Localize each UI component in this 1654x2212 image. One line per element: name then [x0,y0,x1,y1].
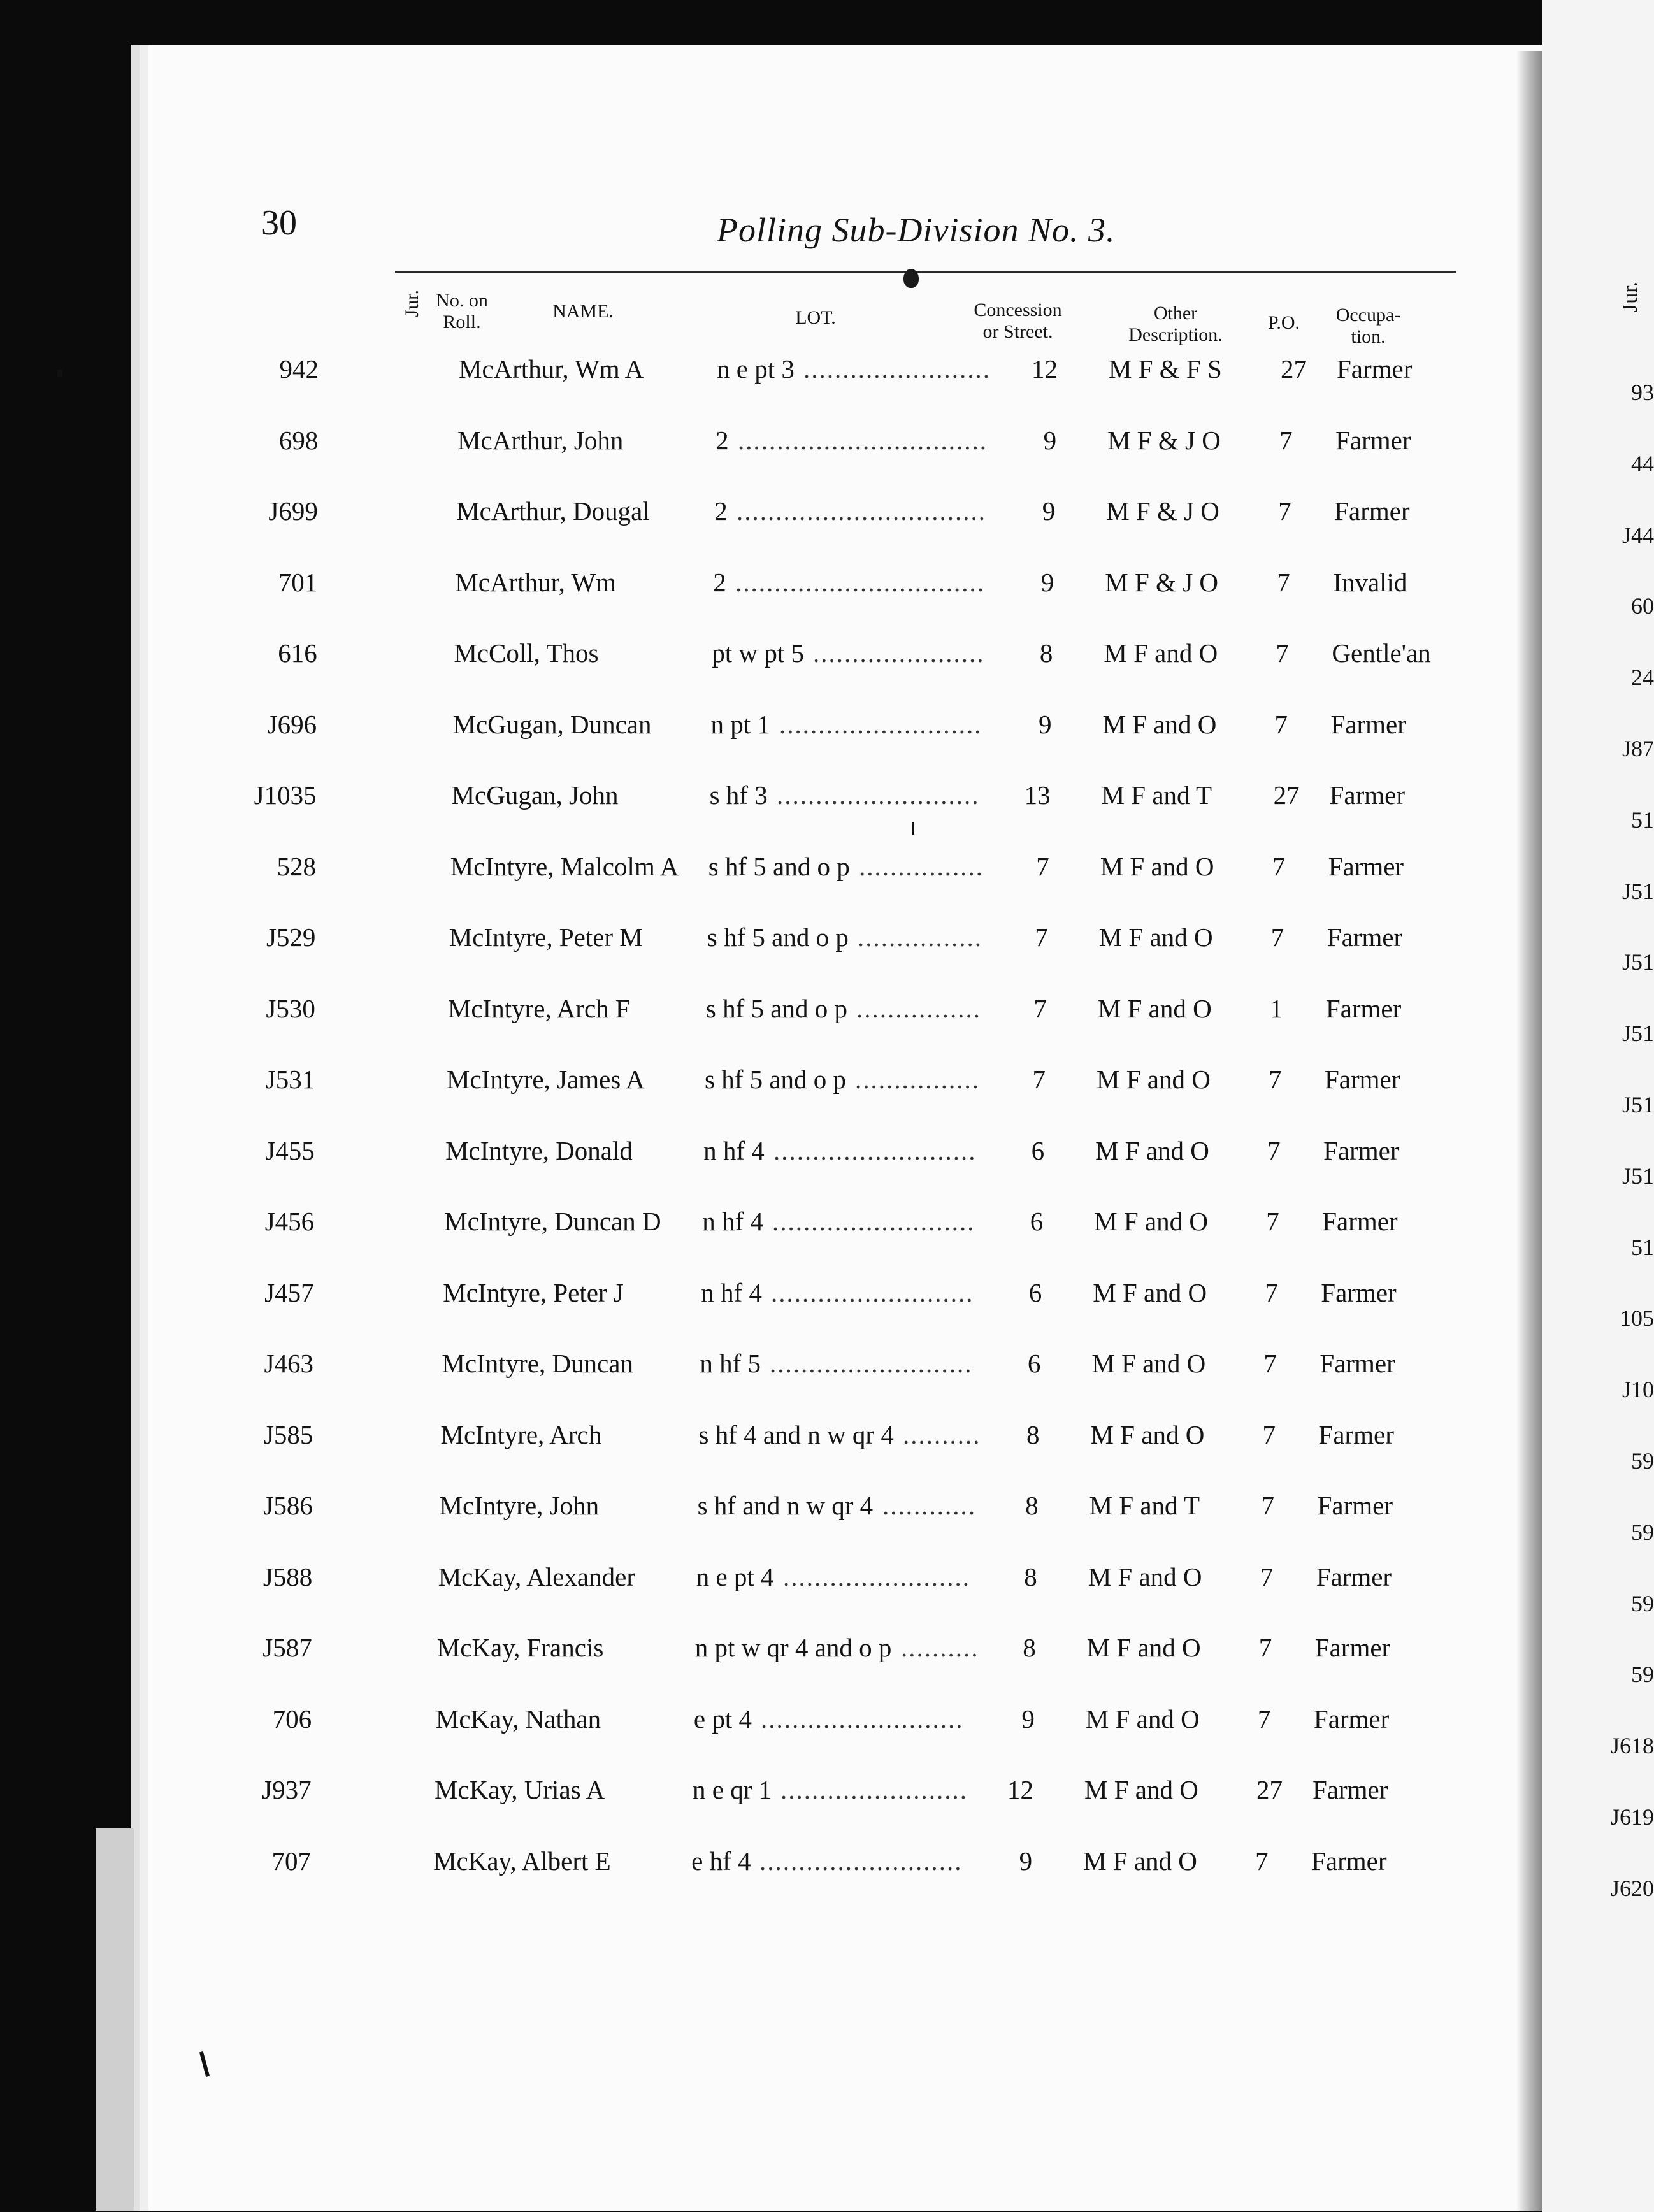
other-description: M F & J O [1106,496,1219,526]
lot: e pt 4 [693,1704,752,1734]
lot: n hf 4 [703,1135,765,1165]
other-description: M F and O [1098,923,1213,952]
adjacent-roll-fragment: 24 [1631,664,1654,691]
occupation: Invalid [1333,567,1407,597]
leader-dots: .......................... [773,1135,977,1165]
table-row [0,1774,1542,1810]
roll-number: J463 [264,1349,314,1378]
table-row [0,1206,1542,1242]
other-description: M F and O [1104,638,1218,668]
adjacent-roll-fragment: J51 [1622,1163,1654,1189]
leader-dots: .......................... [771,1277,974,1307]
other-description: M F and T [1101,780,1212,810]
table-row [0,638,1542,673]
post-office: 27 [1273,780,1300,810]
table-row [0,1419,1542,1455]
occupation: Farmer [1327,923,1403,952]
roll-number: J696 [267,709,317,739]
leader-dots: ........................ [780,1775,968,1804]
occupation: Farmer [1316,1562,1392,1591]
post-office: 7 [1279,425,1293,455]
post-office: 7 [1278,496,1291,526]
lot: s hf 5 and o p [705,993,847,1023]
roll-number: 528 [277,851,316,881]
adjacent-roll-fragment: 59 [1631,1590,1654,1616]
voter-name: McIntyre, Duncan D [444,1207,661,1236]
adjacent-roll-fragment: J51 [1622,949,1654,975]
leader-dots: .......................... [770,1349,973,1378]
voter-name: McKay, Nathan [435,1704,601,1734]
post-office: 7 [1276,638,1289,668]
header-rule [395,271,1456,273]
header-concession: Concession or Street. [974,299,1062,342]
post-office: 7 [1270,923,1284,952]
header-roll: No. on Roll. [436,290,488,333]
header-name: NAME. [552,301,614,322]
voter-name: McColl, Thos [454,638,599,668]
page-number: 30 [261,203,297,243]
other-description: M F and O [1088,1562,1202,1591]
table-row [0,851,1542,887]
table-row [0,1562,1542,1597]
ornament-icon [903,269,919,288]
occupation: Gentle'an [1332,638,1431,668]
post-office: 7 [1266,1207,1279,1236]
concession: 13 [1024,780,1051,810]
concession: 6 [1028,1277,1042,1307]
table-row [0,1632,1542,1668]
concession: 7 [1032,1065,1046,1094]
concession: 12 [1032,354,1058,384]
roll-number: J1035 [254,780,317,810]
post-office: 7 [1274,709,1288,739]
table-row [0,993,1542,1029]
voter-name: McIntyre, Donald [445,1135,633,1165]
post-office: 7 [1269,1065,1282,1094]
occupation: Farmer [1335,425,1411,455]
occupation: Farmer [1320,1349,1395,1378]
leader-dots: ................ [856,993,981,1023]
adjacent-roll-fragment: J619 [1610,1804,1654,1830]
other-description: M F and O [1086,1633,1201,1662]
adjacent-roll-fragment: 44 [1631,450,1654,477]
post-office: 7 [1277,567,1290,597]
other-description: M F and O [1097,1065,1211,1094]
post-office: 7 [1267,1135,1281,1165]
voter-name: McArthur, John [457,425,624,455]
table-row [0,922,1542,958]
table-row [0,354,1542,389]
post-office: 7 [1262,1419,1276,1449]
occupation: Farmer [1317,1491,1393,1520]
roll-number: J530 [266,993,315,1023]
lot: 2 [713,567,726,597]
leader-dots: ................ [855,1065,980,1094]
adjacent-roll-fragment: J618 [1610,1733,1654,1759]
roll-number: J587 [262,1633,312,1662]
running-head: Polling Sub-Division No. 3. [717,211,1116,249]
leader-dots: .......................... [761,1704,964,1734]
voter-name: McKay, Alexander [438,1562,635,1591]
post-office: 7 [1255,1846,1269,1876]
scan-speck [912,822,914,835]
table-row [0,496,1542,531]
concession: 8 [1023,1633,1036,1662]
lot: s hf 5 and o p [705,1065,847,1094]
voter-name: McIntyre, James A [447,1065,645,1094]
concession: 9 [1021,1704,1035,1734]
occupation: Farmer [1325,993,1402,1023]
post-office: 27 [1256,1775,1283,1804]
voter-name: McIntyre, Malcolm A [450,851,679,881]
table-row [0,1135,1542,1171]
table-row [0,1846,1542,1881]
header-lot: LOT. [795,307,836,328]
concession: 7 [1036,851,1049,881]
other-description: M F and O [1083,1846,1197,1876]
leader-dots: ........................ [783,1562,970,1591]
roll-number: 616 [278,638,317,668]
concession: 8 [1024,1562,1037,1591]
table-row [0,1348,1542,1384]
roll-number: 942 [279,354,319,384]
table-row [0,709,1542,745]
table-row [0,1277,1542,1313]
other-description: M F and O [1093,1277,1207,1307]
roll-number: J586 [263,1491,313,1520]
scan-speck [57,370,62,377]
roll-number: J455 [265,1135,315,1165]
concession: 9 [1042,496,1056,526]
post-office: 27 [1281,354,1307,384]
occupation: Farmer [1322,1207,1398,1236]
post-office: 7 [1260,1562,1274,1591]
other-description: M F and O [1097,993,1212,1023]
voter-name: McIntyre, Arch [440,1419,602,1449]
concession: 8 [1039,638,1053,668]
lot: n pt 1 [710,709,770,739]
voter-name: McIntyre, Duncan [442,1349,633,1378]
roll-number: 706 [272,1704,312,1734]
table-row [0,425,1542,461]
adjacent-roll-fragment: J51 [1622,878,1654,904]
lot: n e pt 3 [717,354,795,384]
other-description: M F & J O [1107,425,1221,455]
leader-dots: .......... [903,1419,981,1449]
adjacent-roll-fragment: J10 [1622,1377,1654,1403]
other-description: M F & J O [1105,567,1219,597]
roll-number: J588 [262,1562,313,1591]
adjacent-roll-fragment: 60 [1631,593,1654,619]
leader-dots: ................................ [737,496,986,526]
roll-number: J585 [263,1419,313,1449]
occupation: Farmer [1334,496,1410,526]
voter-name: McIntyre, John [439,1491,600,1520]
occupation: Farmer [1312,1775,1388,1804]
table-row [0,1064,1542,1100]
table-row [0,780,1542,815]
voter-name: McArthur, Dougal [456,496,650,526]
leader-dots: .......................... [772,1207,975,1236]
adjacent-roll-fragment: 59 [1631,1519,1654,1545]
lot: 2 [716,425,729,455]
roll-number: 701 [278,567,318,597]
concession: 9 [1039,709,1052,739]
voter-name: McGugan, John [451,780,619,810]
voter-name: McArthur, Wm A [459,354,644,384]
adjacent-roll-fragment: 93 [1631,380,1654,405]
occupation: Farmer [1318,1419,1394,1449]
adjacent-roll-fragment: 59 [1631,1662,1654,1688]
roll-number: J457 [264,1277,314,1307]
other-description: M F and O [1095,1135,1209,1165]
concession: 9 [1040,567,1054,597]
occupation: Farmer [1321,1277,1397,1307]
header-po: P.O. [1267,312,1300,333]
adjacent-roll-fragment: 59 [1631,1448,1654,1474]
adjacent-roll-fragment: J620 [1610,1875,1654,1901]
other-description: M F and T [1089,1491,1200,1520]
lot: n e pt 4 [696,1562,774,1591]
leader-dots: .......... [901,1633,979,1662]
post-office: 7 [1261,1491,1275,1520]
concession: 6 [1027,1349,1041,1378]
leader-dots: .......................... [779,709,982,739]
table-row [0,1704,1542,1739]
lot: 2 [714,496,728,526]
post-office: 7 [1272,851,1286,881]
adjacent-roll-fragment: J51 [1622,1021,1654,1047]
lot: s hf 3 [709,780,768,810]
roll-number: J531 [265,1065,315,1094]
roll-number: J699 [268,496,318,526]
other-description: M F and O [1090,1419,1205,1449]
adjacent-roll-fragment: 51 [1631,1234,1654,1260]
concession: 7 [1035,923,1048,952]
roll-number: J937 [262,1775,312,1804]
lot: e hf 4 [691,1846,751,1876]
adjacent-roll-fragment: 105 [1620,1305,1654,1332]
leader-dots: ........................ [803,354,991,384]
leader-dots: ................................ [735,567,985,597]
adjacent-jur-header: Jur. [1618,281,1642,312]
lot: s hf 4 and n w qr 4 [698,1419,894,1449]
occupation: Farmer [1314,1633,1391,1662]
concession: 9 [1043,425,1057,455]
occupation: Farmer [1328,851,1404,881]
post-office: 7 [1258,1633,1272,1662]
header-occupation: Occupa- tion. [1335,305,1401,347]
other-description: M F and O [1102,709,1217,739]
occupation: Farmer [1325,1065,1400,1094]
occupation: Farmer [1313,1704,1390,1734]
lot: n hf 4 [702,1207,763,1236]
post-office: 7 [1257,1704,1271,1734]
voter-name: McIntyre, Arch F [447,993,630,1023]
concession: 12 [1007,1775,1033,1804]
lot: pt w pt 5 [712,638,805,668]
lot: n e qr 1 [693,1775,772,1804]
other-description: M F and O [1100,851,1214,881]
concession: 8 [1025,1491,1039,1520]
adjacent-roll-fragment: 51 [1631,807,1654,833]
lot: n hf 4 [701,1277,762,1307]
roll-number: 707 [271,1846,312,1876]
concession: 6 [1030,1207,1044,1236]
table-row [0,1490,1542,1526]
voter-name: McIntyre, Peter M [449,923,643,952]
other-description: M F and O [1094,1207,1209,1236]
occupation: Farmer [1323,1135,1399,1165]
leader-dots: .......................... [777,780,980,810]
occupation: Farmer [1311,1846,1387,1876]
adjacent-roll-fragment: J51 [1622,1092,1654,1117]
voter-name: McKay, Urias A [435,1775,605,1804]
leader-dots: ................................ [738,425,988,455]
roll-number: 698 [278,425,319,455]
concession: 8 [1026,1419,1040,1449]
lot: n hf 5 [700,1349,761,1378]
other-description: M F and O [1091,1349,1206,1378]
adjacent-roll-fragment: J44 [1622,522,1654,548]
post-office: 1 [1269,993,1283,1023]
voter-name: McKay, Francis [436,1633,604,1662]
lot: s hf and n w qr 4 [697,1491,874,1520]
concession: 6 [1031,1135,1045,1165]
concession: 7 [1033,993,1047,1023]
post-office: 7 [1263,1349,1277,1378]
roll-number: J456 [264,1207,315,1236]
other-description: M F and O [1084,1775,1198,1804]
voter-name: McArthur, Wm [455,567,616,597]
other-description: M F & F S [1109,354,1222,384]
header-other-description: Other Description. [1128,303,1223,345]
lot: s hf 5 and o p [707,923,849,952]
lot: s hf 5 and o p [708,851,850,881]
other-description: M F and O [1085,1704,1200,1734]
leader-dots: .......................... [759,1846,963,1876]
voter-name: McKay, Albert E [433,1846,611,1876]
voter-name: McGugan, Duncan [452,709,652,739]
leader-dots: ................ [859,851,984,881]
concession: 9 [1019,1846,1033,1876]
leader-dots: ................ [858,923,982,952]
adjacent-page-fragment [1542,0,1654,2212]
adjacent-roll-fragment: J87 [1622,736,1654,761]
post-office: 7 [1265,1277,1278,1307]
page-edge [96,1828,134,2211]
occupation: Farmer [1337,354,1413,384]
leader-dots: ...................... [813,638,985,668]
occupation: Farmer [1330,709,1406,739]
leader-dots: ............ [882,1491,976,1520]
occupation: Farmer [1329,780,1405,810]
lot: n pt w qr 4 and o p [694,1633,892,1662]
roll-number: J529 [266,923,316,952]
voter-name: McIntyre, Peter J [443,1277,624,1307]
table-row [0,567,1542,603]
header-jur: Jur. [401,290,422,317]
